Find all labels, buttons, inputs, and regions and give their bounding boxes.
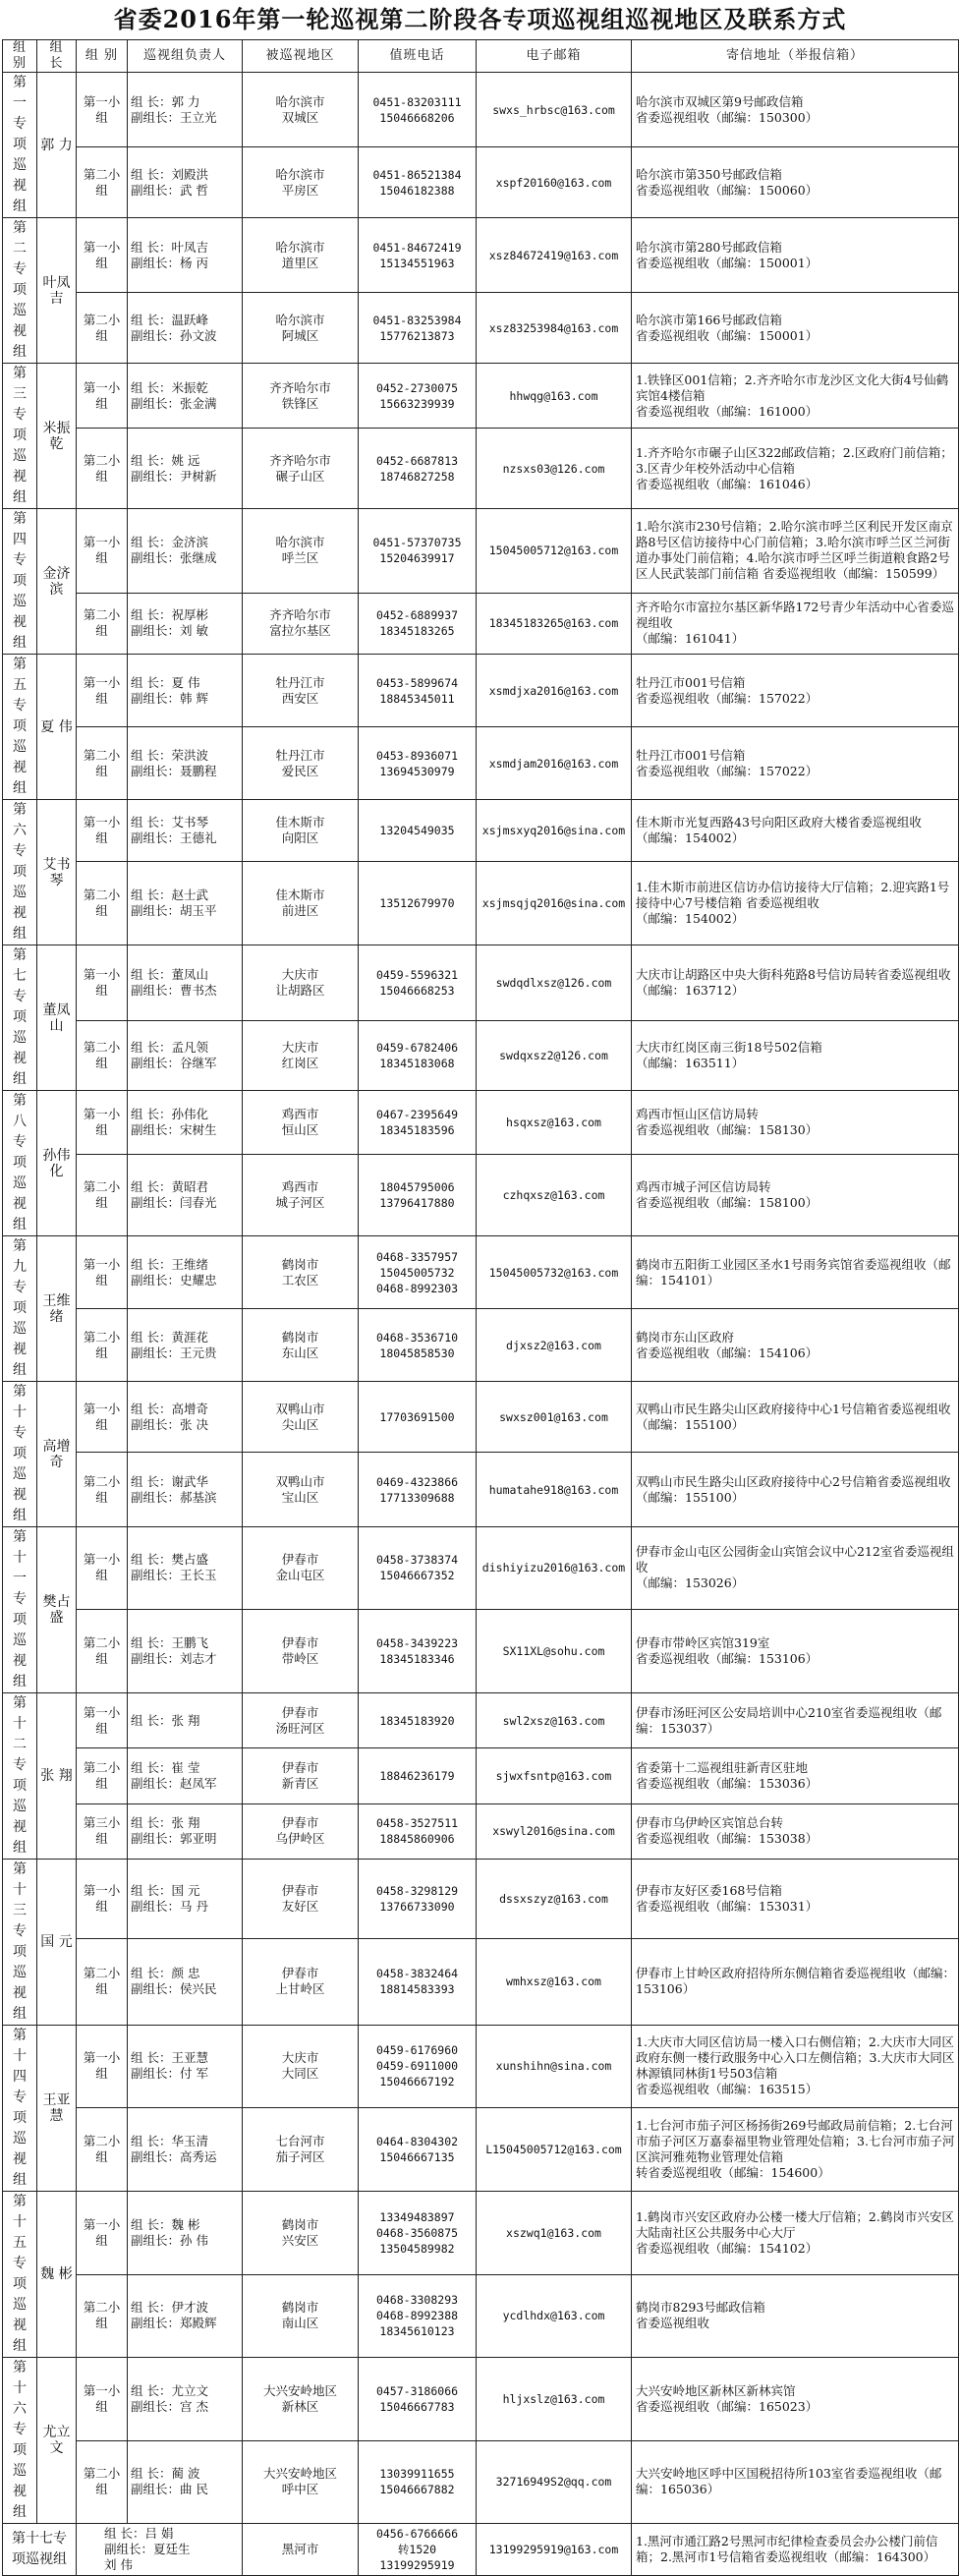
- group-leader: 金济滨: [37, 509, 77, 655]
- group-people: 组 长：魏 彬 副组长：孙 伟: [128, 2192, 243, 2275]
- inspected-area: 伊春市 上甘岭区: [243, 1938, 359, 2025]
- table-row: [3, 1309, 959, 1382]
- inspected-area: 鹤岗市 东山区: [243, 1309, 359, 1382]
- table-row: [3, 429, 959, 509]
- email-address: czhqxsz@163.com: [477, 1155, 632, 1236]
- header-phone: 值班电话: [359, 40, 477, 73]
- subgroup-name: 第二小组: [77, 1309, 128, 1382]
- email-address: humatahe918@163.com: [477, 1453, 632, 1527]
- header-subgroup: 组 别: [77, 40, 128, 73]
- inspected-area: 伊春市 乌伊岭区: [243, 1803, 359, 1859]
- mailing-address: 1.大庆市大同区信访局一楼入口右侧信箱；2.大庆市大同区政府东侧一楼行政服务中心入口左侧信箱；3.大庆市大同区林源镇同林街1号503信箱 省委巡视组收（邮编：163515）: [632, 2026, 959, 2108]
- mailing-address: 省委第十二巡视组驻新青区驻地 省委巡视组收（邮编：153036）: [632, 1748, 959, 1803]
- subgroup-name: 第二小组: [77, 1155, 128, 1236]
- mailing-address: 哈尔滨市双城区第9号邮政信箱 省委巡视组收（邮编：150300）: [632, 73, 959, 147]
- inspected-area: 伊春市 金山屯区: [243, 1527, 359, 1610]
- inspected-area: 大庆市 大同区: [243, 2026, 359, 2108]
- inspected-area: 齐齐哈尔市 富拉尔基区: [243, 593, 359, 654]
- group-name: 第九专项巡视组: [3, 1236, 37, 1382]
- inspected-area: 大兴安岭地区 新林区: [243, 2358, 359, 2441]
- mailing-address: 牡丹江市001号信箱 省委巡视组收（邮编：157022）: [632, 655, 959, 727]
- group-people: 组 长：伊才波 副组长：郑殿辉: [128, 2274, 243, 2358]
- table-row: [3, 1748, 959, 1803]
- email-address: xsmdjam2016@163.com: [477, 727, 632, 800]
- group-leader: 孙伟化: [37, 1091, 77, 1236]
- group-people: 组 长：王维绪 副组长：史耀忠: [128, 1236, 243, 1309]
- table-row: [3, 147, 959, 218]
- duty-phone: 0458-3298129 13766733090: [359, 1860, 477, 1939]
- table-row: [3, 364, 959, 429]
- duty-phone: 18846236179: [359, 1748, 477, 1803]
- subgroup-name: 第二小组: [77, 2440, 128, 2524]
- table-row: [3, 293, 959, 364]
- mailing-address: 佳木斯市光复西路43号向阳区政府大楼省委巡视组收 （邮编：154002）: [632, 800, 959, 862]
- duty-phone: 0464-8304302 15046667135: [359, 2107, 477, 2191]
- duty-phone: 13039911655 15046667882: [359, 2440, 477, 2524]
- email-address: swl2xsz@163.com: [477, 1693, 632, 1748]
- group-people: 组 长：艾书琴 副组长：王德礼: [128, 800, 243, 862]
- group-name: 第十五专项巡视组: [3, 2192, 37, 2358]
- group-people: 组 长：樊占盛 副组长：王长玉: [128, 1527, 243, 1610]
- inspected-area: 哈尔滨市 道里区: [243, 218, 359, 293]
- duty-phone: 0459-5596321 15046668253: [359, 945, 477, 1021]
- group-people: 组 长：夏 伟 副组长：韩 辉: [128, 655, 243, 727]
- group-people: 组 长：荣洪波 副组长：聂鹏程: [128, 727, 243, 800]
- subgroup-name: 第二小组: [77, 593, 128, 654]
- subgroup-name: 第一小组: [77, 800, 128, 862]
- subgroup-name: 第一小组: [77, 364, 128, 429]
- duty-phone: 13204549035: [359, 800, 477, 862]
- inspected-area: 黑河市: [243, 2524, 359, 2576]
- mailing-address: 1.齐齐哈尔市碾子山区322邮政信箱；2.区政府门前信箱；3.区青少年校外活动中心信箱 省委巡视组收（邮编：161046）: [632, 429, 959, 509]
- subgroup-name: 第一小组: [77, 73, 128, 147]
- table-row: [3, 1382, 959, 1453]
- group-people: 组 长：孟凡领 副组长：谷继军: [128, 1020, 243, 1090]
- inspected-area: 哈尔滨市 平房区: [243, 147, 359, 218]
- email-address: L15045005712@163.com: [477, 2107, 632, 2191]
- mailing-address: 鹤岗市五阳街工业园区圣水1号雨务宾馆省委巡视组收（邮编：154101）: [632, 1236, 959, 1309]
- group-people: 组 长：吕 娟 副组长：夏廷生 刘 伟: [77, 2524, 243, 2576]
- mailing-address: 1.佳木斯市前进区信访办信访接待大厅信箱；2.迎宾路1号接待中心7号楼信箱 省委巡视组收 （邮编：154002）: [632, 862, 959, 945]
- mailing-address: 大庆市红岗区南三街18号502信箱 （邮编：163511）: [632, 1020, 959, 1090]
- group-name: 第三专项巡视组: [3, 364, 37, 509]
- group-leader: 国 元: [37, 1860, 77, 2026]
- mailing-address: 大兴安岭地区新林区新林宾馆 省委巡视组收（邮编：165023）: [632, 2358, 959, 2441]
- table-row: [3, 2026, 959, 2108]
- group-people: 组 长：叶凤吉 副组长：杨 丙: [128, 218, 243, 293]
- mailing-address: 鹤岗市8293号邮政信箱 省委巡视组收: [632, 2274, 959, 2358]
- table-row: [3, 593, 959, 654]
- group-leader: 尤立文: [37, 2358, 77, 2524]
- duty-phone: 0452-2730075 15663239939: [359, 364, 477, 429]
- table-row: [3, 727, 959, 800]
- table-row: [3, 509, 959, 594]
- group-leader: 米振乾: [37, 364, 77, 509]
- group-people: 组 长：尤立文 副组长：宫 杰: [128, 2358, 243, 2441]
- mailing-address: 齐齐哈尔市富拉尔基区新华路172号青少年活动中心省委巡视组收 （邮编：161041）: [632, 593, 959, 654]
- inspected-area: 哈尔滨市 阿城区: [243, 293, 359, 364]
- subgroup-name: 第二小组: [77, 429, 128, 509]
- subgroup-name: 第二小组: [77, 2107, 128, 2191]
- table-row: [3, 1803, 959, 1859]
- inspected-area: 鸡西市 恒山区: [243, 1091, 359, 1155]
- group-people: 组 长：姚 远 副组长：尹树新: [128, 429, 243, 509]
- duty-phone: 0458-3439223 18345183346: [359, 1609, 477, 1692]
- subgroup-name: 第二小组: [77, 1453, 128, 1527]
- subgroup-name: 第二小组: [77, 1748, 128, 1803]
- table-row: [3, 2107, 959, 2191]
- duty-phone: 0456-6766666 转1520 13199295919: [359, 2524, 477, 2576]
- group-name: 第十二专项巡视组: [3, 1693, 37, 1860]
- group-leader: 高增奇: [37, 1382, 77, 1527]
- group-people: 组 长：高增奇 副组长：张 决: [128, 1382, 243, 1453]
- group-leader: 郭 力: [37, 73, 77, 218]
- group-people: 组 长：张 翔 副组长：郭亚明: [128, 1803, 243, 1859]
- inspected-area: 鹤岗市 兴安区: [243, 2192, 359, 2275]
- group-people: 组 长：董凤山 副组长：曹书杰: [128, 945, 243, 1021]
- group-name: 第六专项巡视组: [3, 800, 37, 945]
- group-people: 组 长：郭 力 副组长：王立光: [128, 73, 243, 147]
- subgroup-name: 第一小组: [77, 1382, 128, 1453]
- table-row: [3, 800, 959, 862]
- mailing-address: 伊春市上甘岭区政府招待所东侧信箱省委巡视组收（邮编：153106）: [632, 1938, 959, 2025]
- inspected-area: 大庆市 让胡路区: [243, 945, 359, 1021]
- email-address: xsjmsxyq2016@sina.com: [477, 800, 632, 862]
- group-name: 第十四专项巡视组: [3, 2026, 37, 2192]
- email-address: dishiyizu2016@163.com: [477, 1527, 632, 1610]
- group-name: 第八专项巡视组: [3, 1091, 37, 1236]
- group-name: 第二专项巡视组: [3, 218, 37, 364]
- header-area: 被巡视地区: [243, 40, 359, 73]
- table-header-row: [3, 40, 959, 73]
- email-address: hhwqg@163.com: [477, 364, 632, 429]
- mailing-address: 1.鹤岗市兴安区政府办公楼一楼大厅信箱；2.鹤岗市兴安区大陆南社区公共服务中心大厅 省委巡视组收（邮编：154102）: [632, 2192, 959, 2275]
- group-leader: 艾书琴: [37, 800, 77, 945]
- duty-phone: 0459-6782406 18345183068: [359, 1020, 477, 1090]
- email-address: xspf20160@163.com: [477, 147, 632, 218]
- email-address: xsz83253984@163.com: [477, 293, 632, 364]
- group-people: 组 长：蔺 波 副组长：曲 民: [128, 2440, 243, 2524]
- group-people: 组 长：张 翔: [128, 1693, 243, 1748]
- mailing-address: 1.黑河市通江路2号黑河市纪律检查委员会办公楼门前信箱；2.黑河市1号信箱省委巡视组收（邮编：164300）: [632, 2524, 959, 2576]
- inspected-area: 齐齐哈尔市 铁锋区: [243, 364, 359, 429]
- table-row: [3, 218, 959, 293]
- group-name: 第一专项巡视组: [3, 73, 37, 218]
- email-address: ycdlhdx@163.com: [477, 2274, 632, 2358]
- table-row: [3, 1609, 959, 1692]
- duty-phone: 0451-84672419 15134551963: [359, 218, 477, 293]
- group-leader: 王亚慧: [37, 2026, 77, 2192]
- mailing-address: 伊春市带岭区宾馆319室 省委巡视组收（邮编：153106）: [632, 1609, 959, 1692]
- subgroup-name: 第一小组: [77, 1527, 128, 1610]
- header-group: 组 别: [3, 40, 37, 73]
- mailing-address: 伊春市乌伊岭区宾馆总台转 省委巡视组收（邮编：153038）: [632, 1803, 959, 1859]
- inspected-area: 大庆市 红岗区: [243, 1020, 359, 1090]
- mailing-address: 大兴安岭地区呼中区国税招待所103室省委巡视组收（邮编：165036）: [632, 2440, 959, 2524]
- header-leader: 组 长: [37, 40, 77, 73]
- table-row: [3, 1527, 959, 1610]
- group-name: 第四专项巡视组: [3, 509, 37, 655]
- duty-phone: 18345183920: [359, 1693, 477, 1748]
- inspected-area: 伊春市 友好区: [243, 1860, 359, 1939]
- group-leader: 王维绪: [37, 1236, 77, 1382]
- email-address: 18345183265@163.com: [477, 593, 632, 654]
- subgroup-name: 第一小组: [77, 655, 128, 727]
- group-name: 第十七专项巡视组: [3, 2524, 77, 2576]
- inspected-area: 双鸭山市 宝山区: [243, 1453, 359, 1527]
- duty-phone: 17703691500: [359, 1382, 477, 1453]
- email-address: dssxszyz@163.com: [477, 1860, 632, 1939]
- subgroup-name: 第一小组: [77, 1091, 128, 1155]
- mailing-address: 大庆市让胡路区中央大街科苑路8号信访局转省委巡视组收 （邮编：163712）: [632, 945, 959, 1021]
- mailing-address: 鹤岗市东山区政府 省委巡视组收（邮编：154106）: [632, 1309, 959, 1382]
- table-row: [3, 1155, 959, 1236]
- subgroup-name: 第三小组: [77, 1803, 128, 1859]
- inspected-area: 伊春市 汤旺河区: [243, 1693, 359, 1748]
- email-address: djxsz2@163.com: [477, 1309, 632, 1382]
- inspected-area: 大兴安岭地区 呼中区: [243, 2440, 359, 2524]
- table-row: [3, 1453, 959, 1527]
- mailing-address: 伊春市友好区委168号信箱 省委巡视组收（邮编：153031）: [632, 1860, 959, 1939]
- group-leader: 魏 彬: [37, 2192, 77, 2358]
- email-address: xszwq1@163.com: [477, 2192, 632, 2275]
- duty-phone: 0453-5899674 18845345011: [359, 655, 477, 727]
- subgroup-name: 第二小组: [77, 1020, 128, 1090]
- email-address: swdqdlxsz@126.com: [477, 945, 632, 1021]
- duty-phone: 0468-3357957 15045005732 0468-8992303: [359, 1236, 477, 1309]
- duty-phone: 0458-3832464 18814583393: [359, 1938, 477, 2025]
- duty-phone: 0458-3738374 15046667352: [359, 1527, 477, 1610]
- group-people: 组 长：黄昭君 副组长：闫春光: [128, 1155, 243, 1236]
- email-address: sjwxfsntp@163.com: [477, 1748, 632, 1803]
- inspected-area: 伊春市 新青区: [243, 1748, 359, 1803]
- group-name: 第七专项巡视组: [3, 945, 37, 1091]
- subgroup-name: 第一小组: [77, 509, 128, 594]
- duty-phone: 0457-3186066 15046667783: [359, 2358, 477, 2441]
- duty-phone: 0451-57370735 15204639917: [359, 509, 477, 594]
- duty-phone: 0453-8936071 13694530979: [359, 727, 477, 800]
- table-row: [3, 945, 959, 1021]
- email-address: xsz84672419@163.com: [477, 218, 632, 293]
- group-people: 组 长：崔 莹 副组长：赵凤军: [128, 1748, 243, 1803]
- duty-phone: 0469-4323866 17713309688: [359, 1453, 477, 1527]
- email-address: xsjmsqjq2016@sina.com: [477, 862, 632, 945]
- subgroup-name: 第一小组: [77, 2192, 128, 2275]
- group-people: 组 长：华玉清 副组长：高秀运: [128, 2107, 243, 2191]
- group-name: 第十专项巡视组: [3, 1382, 37, 1527]
- inspected-area: 齐齐哈尔市 碾子山区: [243, 429, 359, 509]
- email-address: xswyl2016@sina.com: [477, 1803, 632, 1859]
- table-row: [3, 2192, 959, 2275]
- page-title: 省委2016年第一轮巡视第二阶段各专项巡视组巡视地区及联系方式: [113, 5, 847, 33]
- inspected-area: 佳木斯市 向阳区: [243, 800, 359, 862]
- duty-phone: 0451-83253984 15776213873: [359, 293, 477, 364]
- group-people: 组 长：王鹏飞 副组长：刘志才: [128, 1609, 243, 1692]
- group-name: 第十六专项巡视组: [3, 2358, 37, 2524]
- inspected-area: 伊春市 带岭区: [243, 1609, 359, 1692]
- group-people: 组 长：祝厚彬 副组长：刘 敏: [128, 593, 243, 654]
- duty-phone: 0458-3527511 18845860906: [359, 1803, 477, 1859]
- inspected-area: 佳木斯市 前进区: [243, 862, 359, 945]
- email-address: swdqxsz2@126.com: [477, 1020, 632, 1090]
- email-address: swxsz001@163.com: [477, 1382, 632, 1453]
- header-people: 巡视组负责人: [128, 40, 243, 73]
- group-people: 组 长：温跃峰 副组长：孙文波: [128, 293, 243, 364]
- duty-phone: 0452-6687813 18746827258: [359, 429, 477, 509]
- subgroup-name: 第一小组: [77, 2358, 128, 2441]
- email-address: xunshihn@sina.com: [477, 2026, 632, 2108]
- duty-phone: 0459-6176960 0459-6911000 15046667192: [359, 2026, 477, 2108]
- email-address: 15045005712@163.com: [477, 509, 632, 594]
- group-name: 第十一专项巡视组: [3, 1527, 37, 1693]
- mailing-address: 哈尔滨市第166号邮政信箱 省委巡视组收（邮编：150001）: [632, 293, 959, 364]
- mailing-address: 双鸭山市民生路尖山区政府接待中心2号信箱省委巡视组收 （邮编：155100）: [632, 1453, 959, 1527]
- header-address: 寄信地址（举报信箱）: [632, 40, 959, 73]
- duty-phone: 13349483897 0468-3560875 13504589982: [359, 2192, 477, 2275]
- group-leader: 叶凤吉: [37, 218, 77, 364]
- duty-phone: 13512679970: [359, 862, 477, 945]
- table-row: [3, 2274, 959, 2358]
- table-row: [3, 862, 959, 945]
- inspected-area: 鹤岗市 南山区: [243, 2274, 359, 2358]
- group-people: 组 长：王亚慧 副组长：付 军: [128, 2026, 243, 2108]
- group-leader: 樊占盛: [37, 1527, 77, 1693]
- group-people: 组 长：国 元 副组长：马 丹: [128, 1860, 243, 1939]
- mailing-address: 鸡西市城子河区信访局转 省委巡视组收（邮编：158100）: [632, 1155, 959, 1236]
- email-address: wmhxsz@163.com: [477, 1938, 632, 2025]
- header-email: 电子邮箱: [477, 40, 632, 73]
- group-name: 第十三专项巡视组: [3, 1860, 37, 2026]
- group-people: 组 长：颜 忠 副组长：侯兴民: [128, 1938, 243, 2025]
- inspected-area: 牡丹江市 西安区: [243, 655, 359, 727]
- subgroup-name: 第一小组: [77, 1236, 128, 1309]
- group-name: 第五专项巡视组: [3, 655, 37, 800]
- mailing-address: 哈尔滨市第280号邮政信箱 省委巡视组收（邮编：150001）: [632, 218, 959, 293]
- duty-phone: 0452-6889937 18345183265: [359, 593, 477, 654]
- table-row: [3, 1938, 959, 2025]
- contact-table: [2, 39, 959, 2576]
- table-row: [3, 2524, 959, 2576]
- mailing-address: 伊春市汤旺河区公安局培训中心210室省委巡视组收（邮编：153037）: [632, 1693, 959, 1748]
- table-row: [3, 73, 959, 147]
- subgroup-name: 第二小组: [77, 862, 128, 945]
- mailing-address: 牡丹江市001号信箱 省委巡视组收（邮编：157022）: [632, 727, 959, 800]
- email-address: 13199295919@163.com: [477, 2524, 632, 2576]
- group-leader: 张 翔: [37, 1693, 77, 1860]
- email-address: 32716949S2@qq.com: [477, 2440, 632, 2524]
- mailing-address: 伊春市金山屯区公园街金山宾馆会议中心212室省委巡视组收 （邮编：153026）: [632, 1527, 959, 1610]
- duty-phone: 0451-86521384 15046182388: [359, 147, 477, 218]
- mailing-address: 1.七台河市茄子河区杨扬街269号邮政局前信箱；2.七台河市茄子河区万嘉泰福里物业管理处信箱；3.七台河市茄子河区滨河雅苑物业管理处信箱 转省委巡视组收（邮编：154600）: [632, 2107, 959, 2191]
- inspected-area: 鹤岗市 工农区: [243, 1236, 359, 1309]
- duty-phone: 0468-3536710 18045858530: [359, 1309, 477, 1382]
- email-address: xsmdjxa2016@163.com: [477, 655, 632, 727]
- email-address: SX11XL@sohu.com: [477, 1609, 632, 1692]
- table-body: [3, 73, 959, 2576]
- subgroup-name: 第二小组: [77, 2274, 128, 2358]
- mailing-address: 哈尔滨市第350号邮政信箱 省委巡视组收（邮编：150060）: [632, 147, 959, 218]
- subgroup-name: 第二小组: [77, 1609, 128, 1692]
- group-people: 组 长：孙伟化 副组长：宋树生: [128, 1091, 243, 1155]
- inspected-area: 哈尔滨市 呼兰区: [243, 509, 359, 594]
- subgroup-name: 第二小组: [77, 293, 128, 364]
- subgroup-name: 第一小组: [77, 218, 128, 293]
- subgroup-name: 第一小组: [77, 2026, 128, 2108]
- mailing-address: 鸡西市恒山区信访局转 省委巡视组收（邮编：158130）: [632, 1091, 959, 1155]
- table-row: [3, 1020, 959, 1090]
- duty-phone: 0468-3308293 0468-8992388 18345610123: [359, 2274, 477, 2358]
- group-people: 组 长：金济滨 副组长：张继成: [128, 509, 243, 594]
- table-row: [3, 1860, 959, 1939]
- table-row: [3, 2358, 959, 2441]
- table-row: [3, 655, 959, 727]
- inspected-area: 双鸭山市 尖山区: [243, 1382, 359, 1453]
- duty-phone: 0451-83203111 15046668206: [359, 73, 477, 147]
- group-people: 组 长：谢武华 副组长：郝基滨: [128, 1453, 243, 1527]
- email-address: hljxslz@163.com: [477, 2358, 632, 2441]
- duty-phone: 18045795006 13796417880: [359, 1155, 477, 1236]
- subgroup-name: 第二小组: [77, 727, 128, 800]
- inspected-area: 牡丹江市 爱民区: [243, 727, 359, 800]
- table-row: [3, 1236, 959, 1309]
- group-people: 组 长：米振乾 副组长：张金满: [128, 364, 243, 429]
- inspected-area: 哈尔滨市 双城区: [243, 73, 359, 147]
- subgroup-name: 第二小组: [77, 147, 128, 218]
- table-row: [3, 2440, 959, 2524]
- group-people: 组 长：刘殿洪 副组长：武 哲: [128, 147, 243, 218]
- duty-phone: 0467-2395649 18345183596: [359, 1091, 477, 1155]
- group-people: 组 长：黄涯花 副组长：王元贵: [128, 1309, 243, 1382]
- subgroup-name: 第一小组: [77, 945, 128, 1021]
- subgroup-name: 第一小组: [77, 1693, 128, 1748]
- group-people: 组 长：赵士武 副组长：胡玉平: [128, 862, 243, 945]
- table-row: [3, 1693, 959, 1748]
- mailing-address: 双鸭山市民生路尖山区政府接待中心1号信箱省委巡视组收 （邮编：155100）: [632, 1382, 959, 1453]
- group-leader: 夏 伟: [37, 655, 77, 800]
- mailing-address: 1.哈尔滨市230号信箱；2.哈尔滨市呼兰区利民开发区南京路8号区信访接待中心门前信箱；3.哈尔滨市呼兰区兰河街道办事处门前信箱；4.哈尔滨市呼兰区呼兰街道粮食路2号区人民武装部门前信箱 省委巡视组收（邮编：150599）: [632, 509, 959, 594]
- inspected-area: 鸡西市 城子河区: [243, 1155, 359, 1236]
- subgroup-name: 第一小组: [77, 1860, 128, 1939]
- email-address: hsqxsz@163.com: [477, 1091, 632, 1155]
- email-address: swxs_hrbsc@163.com: [477, 73, 632, 147]
- group-leader: 董凤山: [37, 945, 77, 1091]
- table-row: [3, 1091, 959, 1155]
- inspected-area: 七台河市 茄子河区: [243, 2107, 359, 2191]
- subgroup-name: 第二小组: [77, 1938, 128, 2025]
- email-address: nzsxs03@126.com: [477, 429, 632, 509]
- email-address: 15045005732@163.com: [477, 1236, 632, 1309]
- mailing-address: 1.铁锋区001信箱；2.齐齐哈尔市龙沙区文化大街4号仙鹤宾馆4楼信箱 省委巡视组收（邮编：161000）: [632, 364, 959, 429]
